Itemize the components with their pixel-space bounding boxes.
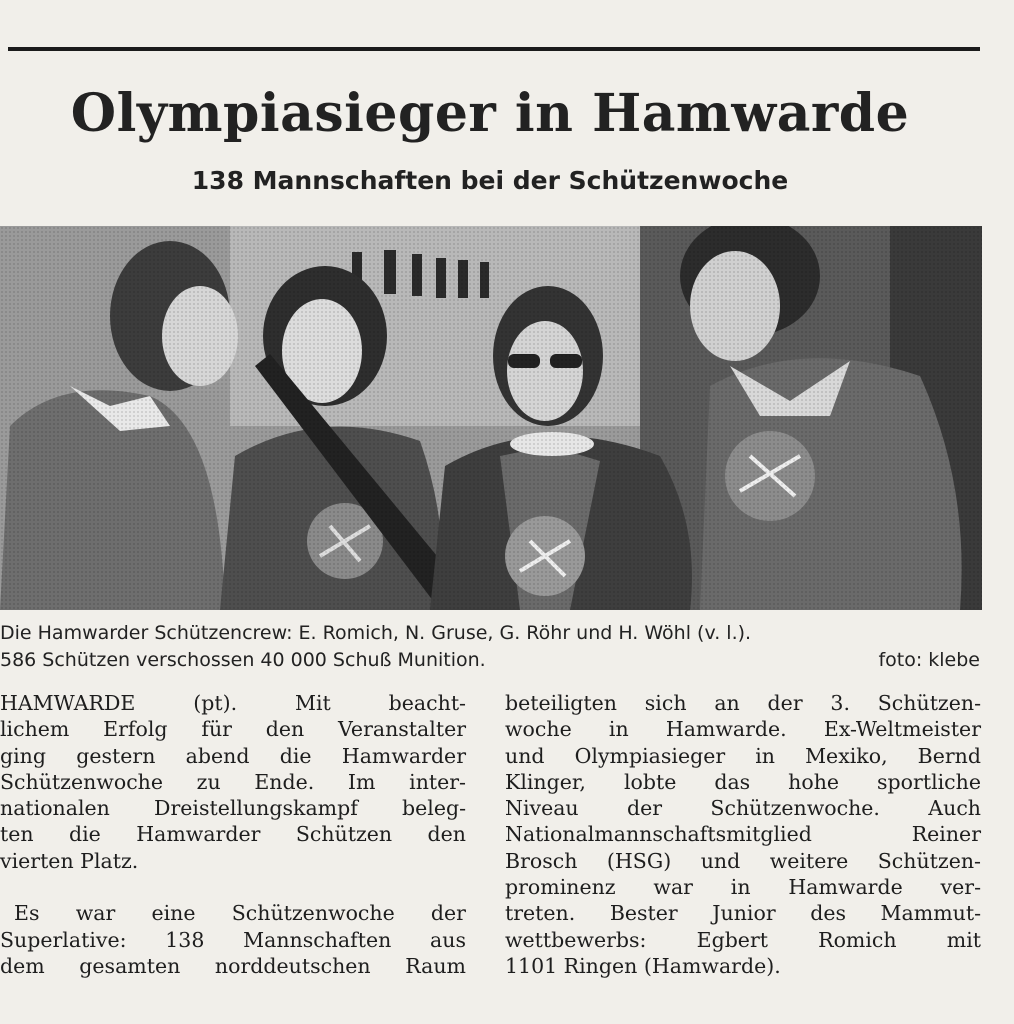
text-line: beteiligten sich an der 3. Schützen-: [505, 691, 981, 715]
caption-line-2: [0, 647, 982, 674]
text-line: Es war eine Schützenwoche der: [14, 901, 466, 926]
team-photo: [0, 226, 982, 610]
article-column-right: [505, 690, 981, 979]
text-line: Superlative: 138 Mannschaften aus: [0, 927, 466, 952]
text-line: prominenz war in Hamwarde ver-: [505, 875, 981, 900]
caption-text-2: 586 Schützen verschossen 40 000 Schuß Munition.: [0, 649, 486, 671]
text-line: wettbewerbs: Egbert Romich mit: [505, 927, 981, 952]
text-line: Nationalmannschaftsmitglied Reiner: [505, 822, 981, 847]
text-line: HAMWARDE (pt). Mit beacht-: [0, 691, 466, 715]
photo-credit: foto: klebe: [878, 649, 980, 671]
text-line: und Olympiasieger in Mexiko, Bernd: [505, 743, 981, 768]
text-line: Brosch (HSG) und weitere Schützen-: [505, 848, 981, 873]
text-line: 1101 Ringen (Hamwarde).: [505, 953, 781, 978]
article-column-left: [0, 690, 466, 979]
text-line: Klinger, lobte das hohe sportliche: [505, 769, 981, 794]
photo-caption: [0, 620, 982, 674]
text-line: woche in Hamwarde. Ex-Weltmeister: [505, 717, 981, 742]
text-line: Niveau der Schützenwoche. Auch: [505, 796, 981, 821]
text-line: treten. Bester Junior des Mammut-: [505, 901, 981, 926]
text-line: ten die Hamwarder Schützen den: [0, 822, 466, 847]
text-line: Schützenwoche zu Ende. Im inter-: [0, 769, 466, 794]
caption-text-1: Die Hamwarder Schützencrew: E. Romich, N. Gruse, G. Röhr und H. Wöhl (v. l.).: [0, 622, 752, 644]
paragraph-gap: [0, 874, 466, 900]
text-line: lichem Erfolg für den Veranstalter: [0, 717, 466, 742]
headline: Olympiasieger in Hamwarde: [70, 83, 910, 144]
text-line: ging gestern abend die Hamwarder: [0, 743, 466, 768]
text-line: dem gesamten norddeutschen Raum: [0, 953, 466, 978]
caption-line-1: [0, 620, 982, 647]
text-line: nationalen Dreistellungskampf beleg-: [0, 796, 466, 821]
subheadline: 138 Mannschaften bei der Schützenwoche: [191, 166, 789, 195]
text-line: vierten Platz.: [0, 848, 139, 873]
top-rule: [8, 47, 980, 51]
photo-illustration: [0, 226, 982, 610]
